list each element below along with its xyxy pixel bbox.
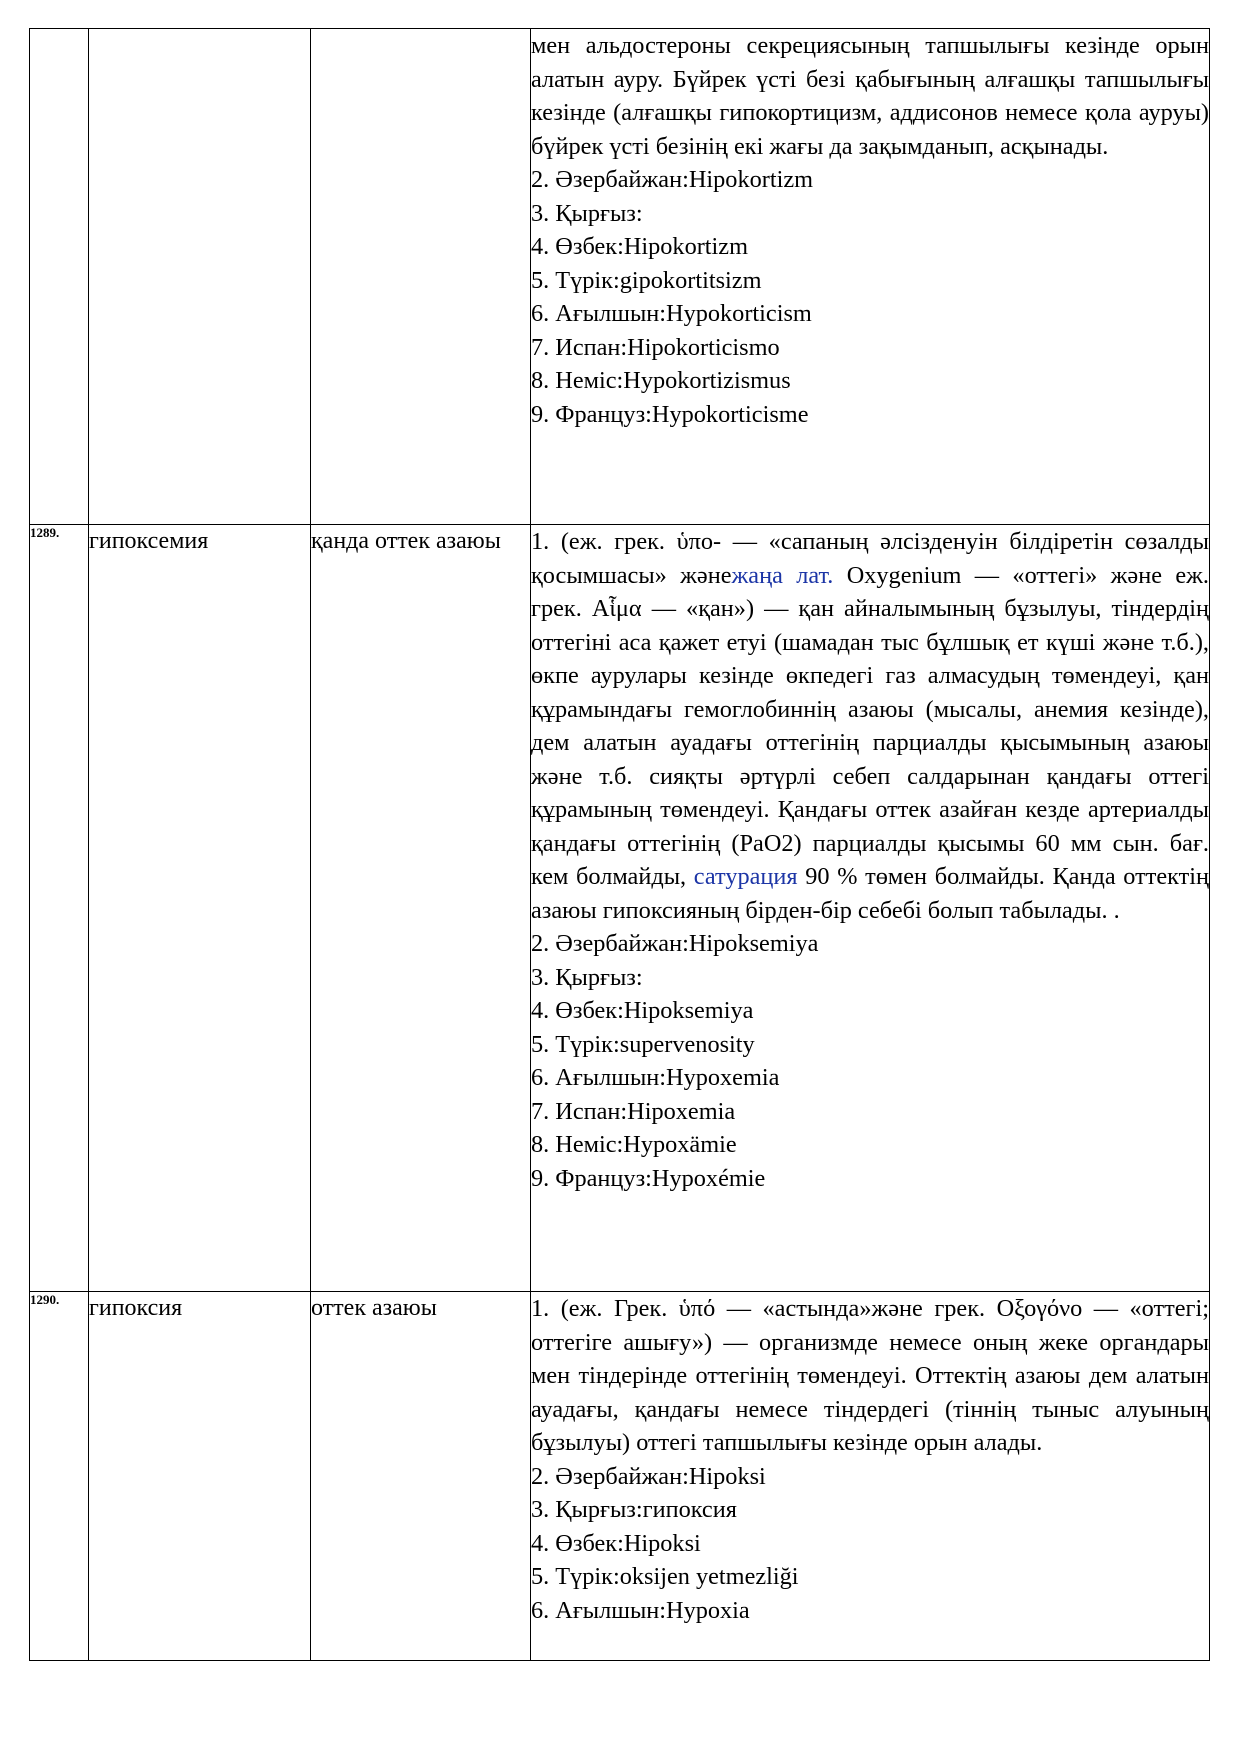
translation-line: 3. Қырғыз: [531,199,643,227]
table-row [30,525,1210,1292]
entry-number: 1289. [30,525,89,1292]
translation-line: 6. Ағылшын:Hypokorticism [531,300,812,327]
entry-kazakh [311,29,531,525]
translation-line: 7. Испан:Hipoxemia [531,1097,736,1125]
link-new-latin[interactable]: жаңа лат. [731,561,834,589]
translation-line: 4. Өзбек:Hipokortizm [531,233,748,260]
translation-line: 5. Түрік:gipokortitsizm [531,266,762,294]
translation-line: 7. Испан:Hipokorticismo [531,333,780,361]
translation-line: 9. Француз:Hypokorticisme [531,400,809,428]
translation-line: 5. Түрік:oksijen yetmezliği [531,1563,799,1590]
translation-line: 9. Француз:Hypoxémie [531,1164,766,1192]
entry-kazakh: оттек азаюы [311,1292,531,1661]
entry-kazakh: қанда оттек азаюы [311,525,531,1292]
translation-line: 4. Өзбек:Hipoksemiya [531,997,754,1024]
definition-part: 1. (еж. грек. ὑπο- — «сапаның әлсізденуін білдіретін сөзалды қосымшасы» және [531,528,1209,589]
link-saturation[interactable]: сатурация [693,863,798,890]
definition-part: 90 % төмен болмайды. Қанда оттектің азаюы гипоксияның бірден-бір себебі болып табылады. . [531,863,1209,924]
translation-line: 6. Ағылшын:Hypoxemia [531,1064,780,1091]
entry-definition-cell [531,29,1210,525]
translation-line: 3. Қырғыз: [531,963,643,991]
definition-text: мен альдостероны секрециясының тапшылығы кезінде орын алатын ауру. Бүйрек үсті безі қабығының алғашқы тапшылығы кезінде (алғашқы гипокортицизм, аддисонов немесе қола ауруы) бүйрек үсті безінің екі жағы да зақымданып, асқынады. [531,32,1209,160]
translation-line: 6. Ағылшын:Hypoxia [531,1596,750,1624]
translation-line: 3. Қырғыз:гипоксия [531,1496,737,1523]
entry-term: гипоксемия [89,525,311,1292]
entry-term [89,29,311,525]
translation-line: 8. Неміс:Hypoxämie [531,1131,737,1158]
translation-line: 2. Әзербайжан:Hipokortizm [531,166,814,193]
translation-line: 4. Өзбек:Hipoksi [531,1529,701,1557]
entry-term: гипоксия [89,1292,311,1661]
entry-number [30,29,89,525]
entry-definition-cell [531,525,1210,1292]
table-row [30,1292,1210,1661]
translation-line: 5. Түрік:supervenosity [531,1030,755,1058]
definition-text: 1. (еж. Грек. ὑπό — «астында»және грек. Οξογόνο — «оттегі; оттегіге ашығу») — организмде немесе оның жеке органдары мен тіндерінде оттегінің төмендеуі. Оттектің азаюы дем алатын ауадағы, қандағы немесе тіндердегі (тіннің тыныс алуының бұзылуы) оттегі тапшылығы кезінде орын алады. [531,1295,1209,1456]
definition-text [531,525,1209,927]
entry-definition-cell [531,1292,1210,1661]
entry-number: 1290. [30,1292,89,1661]
definition-part: Oxygenium — «оттегі» және еж. грек. Αἷμα — «қан») — қан айналымының бұзылуы, тіндердің оттегіні аса қажет етуі (шамадан тыс бұлшық ет күші және т.б.), өкпе аурулары кезінде өкпедегі газ алмасудың төмендеуі, қан құрамындағы гемоглобиннің азаюы (мысалы, анемия кезінде), дем алатын ауадағы оттегінің парциалды қысымының азаюы және т.б. сияқты әртүрлі себеп салдарынан қандағы оттегі құрамының төмендеуі. Қандағы оттек азайған кезде артериалды қандағы оттегінің (PaO2) парциалды қысымы 60 мм сын. бағ. кем болмайды, [531,561,1209,890]
translation-line: 2. Әзербайжан:Hipoksemiya [531,930,819,957]
table-row [30,29,1210,525]
translation-line: 8. Неміс:Hypokortizismus [531,367,791,394]
terminology-table [29,28,1210,1661]
translation-line: 2. Әзербайжан:Hipoksi [531,1462,766,1490]
